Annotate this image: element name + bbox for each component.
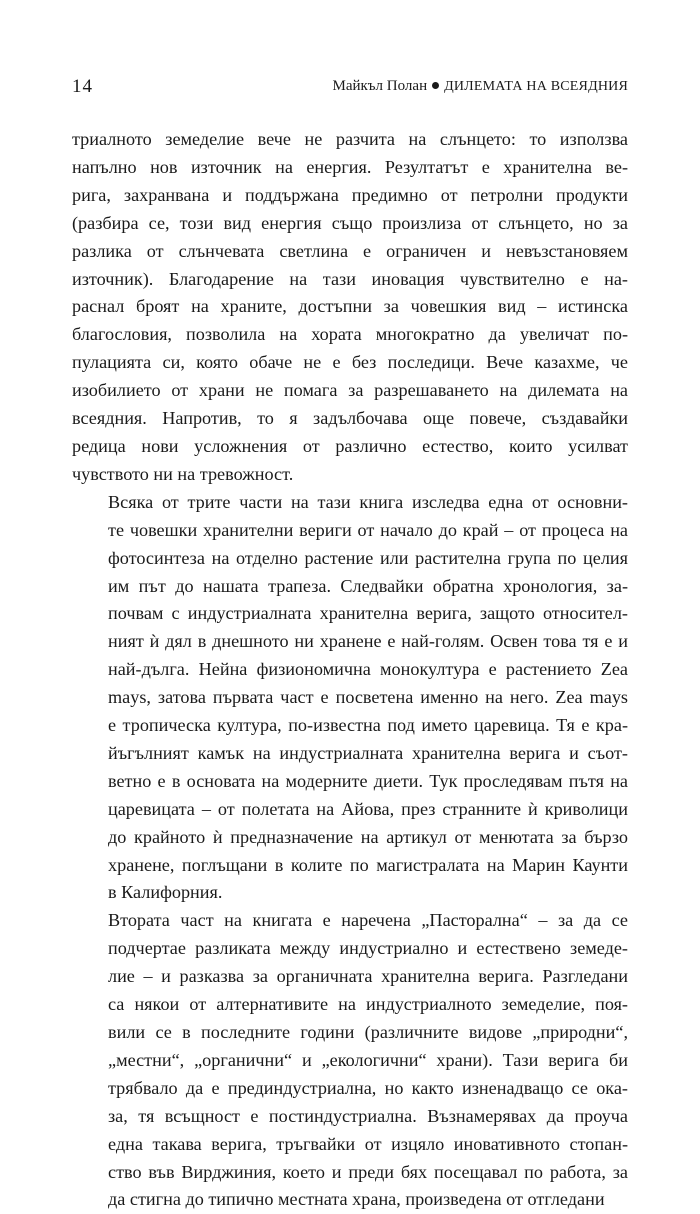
- text-line: рига, захранвана и поддържана предимно от петролни продукти: [72, 184, 628, 205]
- text-line: те човешки хранителни вериги от начало до край – от процеса на: [108, 519, 628, 540]
- text-line: са някои от алтернативите на индустриалното земеделие, поя-: [108, 994, 628, 1015]
- text-line: редица нови усложнения от различно естество, които усилват: [72, 435, 628, 456]
- text-line: Всяка от трите части на тази книга изследва една от основни-: [108, 491, 628, 512]
- text-line: е тропическа култура, по-известна под името царевица. Тя е кра-: [108, 715, 628, 736]
- paragraph: [72, 907, 628, 1214]
- text-line: изобилието от храни не помага за разрешаването на дилемата на: [72, 380, 628, 401]
- text-line: фотосинтеза на отделно растение или растителна група по целия: [108, 547, 628, 568]
- body-text: [72, 126, 628, 1214]
- text-line: хранене, поглъщани в колите по магистралата на Марин Каунти: [108, 854, 628, 875]
- text-line: чувството ни на тревожност.: [72, 463, 294, 484]
- text-line: ветно е в основата на модерните диети. Тук проследявам пътя на: [108, 770, 628, 791]
- text-line: да стигна до типично местната храна, произведена от отгледани: [108, 1189, 605, 1210]
- text-line: разлика от слънчевата светлина е ограничен и невъзстановяем: [72, 240, 628, 261]
- text-line: им път до нашата трапеза. Следвайки обратна хронология, за-: [108, 575, 628, 596]
- text-line: в Калифорния.: [108, 882, 223, 903]
- text-line: раснал броят на храните, достъпни за човешкия вид – истинска: [72, 296, 628, 317]
- author-name: Майкъл Полан: [332, 78, 428, 94]
- text-line: подчертае разликата между индустриално и естествено земеде-: [108, 938, 628, 959]
- paragraph: [72, 126, 628, 489]
- text-line: „местни“, „органични“ и „екологични“ храни). Тази верига би: [108, 1049, 628, 1070]
- running-head: [72, 76, 628, 100]
- running-head-title: [332, 78, 628, 95]
- text-line: йъгълният камък на индустриалната хранителна верига и съот-: [108, 742, 628, 763]
- page-number: 14: [72, 76, 93, 97]
- text-line: една такава верига, тръгвайки от изцяло иновативното стопан-: [108, 1133, 628, 1154]
- text-line: напълно нов източник на енергия. Резултатът е хранителна ве-: [72, 156, 628, 177]
- text-line: триалното земеделие вече не разчита на слънцето: то използва: [72, 129, 628, 149]
- text-line: за, тя всъщност е постиндустриална. Възнамерявах да проуча: [108, 1105, 628, 1126]
- text-line: всеядния. Напротив, то я задълбочава още повече, създавайки: [72, 408, 628, 429]
- text-line: пулацията си, която обаче не е без последици. Вече казахме, че: [72, 352, 628, 373]
- text-line: почвам с индустриалната хранителна верига, защото относител-: [108, 603, 628, 624]
- text-line: източник). Благодарение на тази иновация чувствително е на-: [72, 268, 628, 289]
- text-line: ство във Вирджиния, което и преди бях посещавал по работа, за: [108, 1161, 628, 1182]
- bullet-separator-icon: [432, 82, 439, 89]
- text-line: Втората част на книгата е наречена „Пасторална“ – за да се: [108, 910, 628, 931]
- text-line: (разбира се, този вид енергия също произлиза от слънцето, но за: [72, 212, 628, 233]
- text-line: най-дълга. Нейна физиономична монокултура е растението Zea: [108, 659, 628, 680]
- text-line: лие – и разказва за органичната хранителна верига. Разгледани: [108, 966, 628, 987]
- text-line: благословия, позволила на хората многократно да увеличат по-: [72, 324, 628, 345]
- text-line: вили се в последните години (различните видове „природни“,: [108, 1022, 628, 1042]
- text-line: mays, затова първата част е посветена именно на него. Zea mays: [108, 687, 628, 708]
- paragraph: [72, 489, 628, 908]
- text-line: до крайното ѝ предназначение на артикул от менютата за бързо: [108, 826, 628, 847]
- text-line: ният ѝ дял в днешното ни хранене е най-голям. Освен това тя е и: [108, 631, 628, 652]
- book-title: ДИЛЕМАТА НА ВСЕЯДНИЯ: [444, 79, 628, 94]
- text-line: трябвало да е прединдустриална, но както изненадващо се ока-: [108, 1077, 628, 1098]
- text-line: царевицата – от полетата на Айова, през странните ѝ криволици: [108, 798, 628, 819]
